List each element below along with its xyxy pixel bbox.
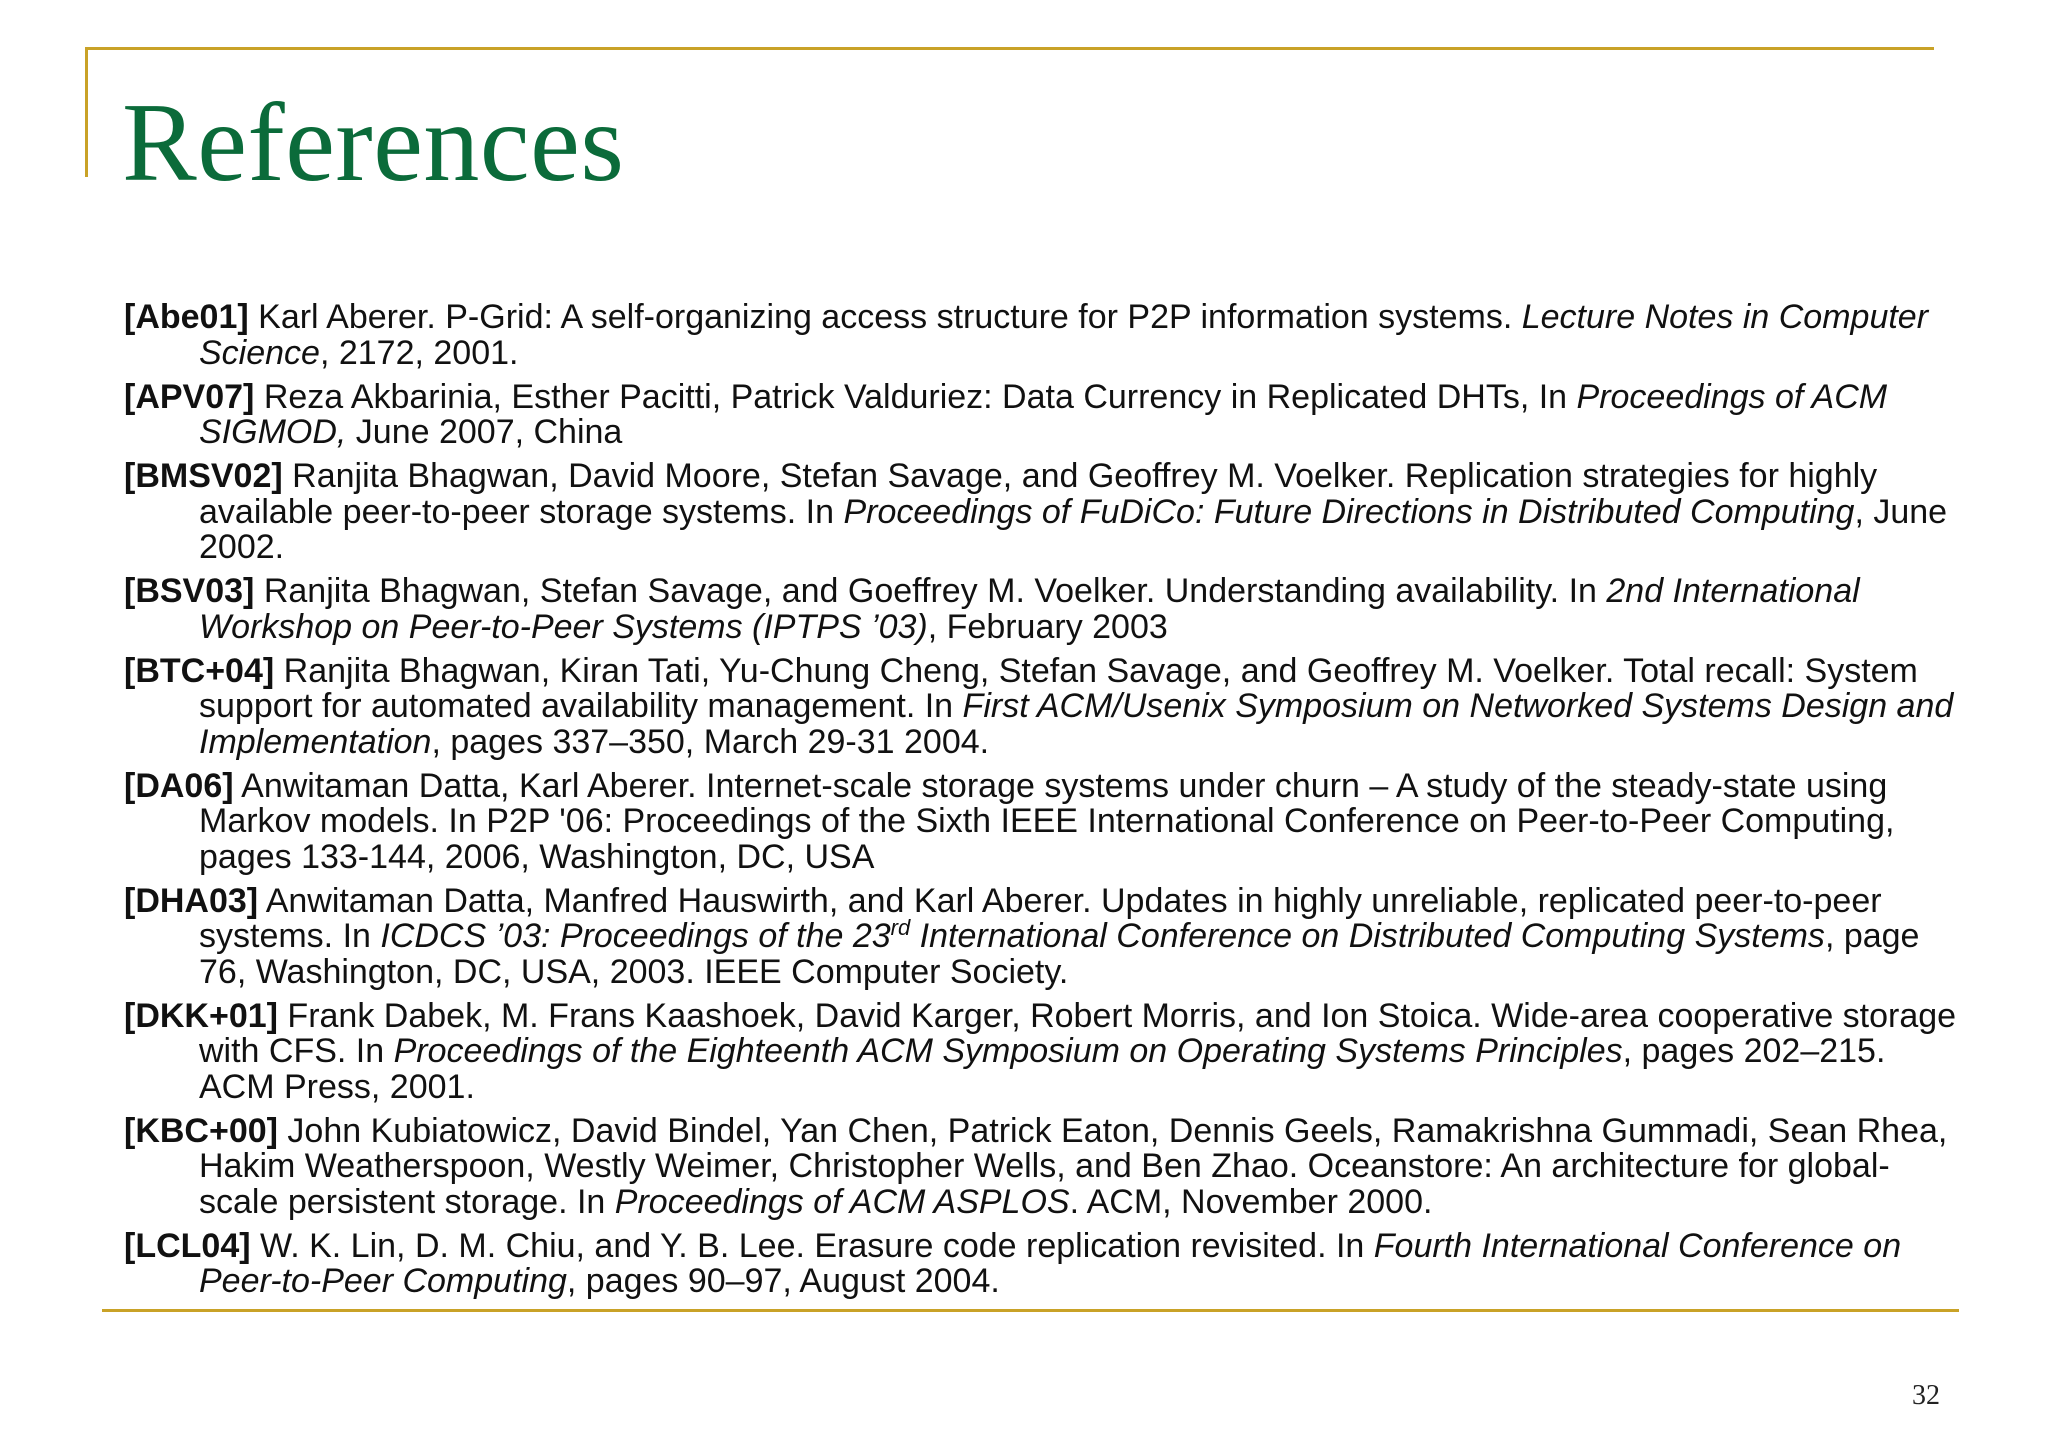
reference-key: [KBC+00] xyxy=(124,1111,278,1150)
reference-venue: 2nd International Workshop on Peer-to-Peer Systems (IPTPS ’03) xyxy=(199,572,1860,646)
reference-text: . ACM, November 2000. xyxy=(1069,1182,1433,1221)
reference-key: [BTC+04] xyxy=(124,651,275,690)
reference-text: , 2172, 2001. xyxy=(319,333,519,372)
reference-venue: Lecture Notes in Computer Science xyxy=(199,298,1929,372)
reference-text: , June 2002. xyxy=(199,492,1948,566)
reference-item xyxy=(124,996,1964,1106)
reference-venue: International Conference on Distributed Computing Systems xyxy=(910,917,1825,955)
reference-item xyxy=(124,377,1964,451)
reference-item xyxy=(124,651,1964,761)
reference-text: Ranjita Bhagwan, Stefan Savage, and Goeffrey M. Voelker. Understanding availability. In xyxy=(254,572,1607,610)
reference-item xyxy=(124,300,1964,371)
top-rule xyxy=(85,47,1934,50)
reference-key: [DKK+01] xyxy=(124,996,278,1035)
reference-text: Ranjita Bhagwan, Kiran Tati, Yu-Chung Cheng, Stefan Savage, and Geoffrey M. Voelker. Total recall: System support for automated availability management. In xyxy=(199,651,1918,725)
bottom-rule xyxy=(102,1309,1959,1312)
reference-text: , pages 337–350, March 29-31 2004. xyxy=(431,722,990,761)
reference-item xyxy=(124,766,1964,876)
reference-text: Karl Aberer. P-Grid: A self-organizing access structure for P2P information systems. xyxy=(248,298,1522,336)
ordinal-superscript: rd xyxy=(890,915,911,940)
reference-text: , page 76, Washington, DC, USA, 2003. IEEE Computer Society. xyxy=(199,917,1920,991)
reference-item xyxy=(124,1111,1964,1221)
reference-text: W. K. Lin, D. M. Chiu, and Y. B. Lee. Erasure code replication revisited. In xyxy=(250,1226,1374,1265)
reference-key: [Abe01] xyxy=(124,298,249,336)
reference-text: June 2007, China xyxy=(346,413,623,451)
reference-text: Anwitaman Datta, Karl Aberer. Internet-scale storage systems under churn – A study of the steady-state using Markov models. In P2P '06: Proceedings of the Sixth IEEE International Conference on Peer-to-Peer Computing, pages 133-144, 2006, Washington, DC, USA xyxy=(199,766,1895,876)
reference-key: [APV07] xyxy=(124,377,255,416)
reference-list xyxy=(124,300,1964,1308)
reference-item xyxy=(124,1226,1964,1300)
reference-venue: Proceedings of ACM SIGMOD, xyxy=(199,377,1888,451)
left-rule xyxy=(85,47,88,177)
reference-text: John Kubiatowicz, David Bindel, Yan Chen, Patrick Eaton, Dennis Geels, Ramakrishna Gummadi, Sean Rhea, Hakim Weatherspoon, Westly Weimer, Christopher Wells, and Ben Zhao. Oceanstore: An architecture for global-scale persistent storage. In xyxy=(199,1111,1948,1221)
reference-key: [LCL04] xyxy=(124,1226,251,1265)
slide-title: References xyxy=(122,81,625,205)
reference-venue: Fourth International Conference on Peer-to-Peer Computing xyxy=(199,1226,1902,1300)
reference-venue: First ACM/Usenix Symposium on Networked Systems Design and Implementation xyxy=(199,687,1954,761)
reference-venue: Proceedings of FuDiCo: Future Directions in Distributed Computing xyxy=(843,492,1855,531)
reference-text: Ranjita Bhagwan, David Moore, Stefan Savage, and Geoffrey M. Voelker. Replication strategies for highly available peer-to-peer storage systems. In xyxy=(199,457,1878,531)
reference-venue: Proceedings of the Eighteenth ACM Symposium on Operating Systems Principles xyxy=(393,1032,1623,1070)
reference-key: [BMSV02] xyxy=(124,457,283,495)
reference-item xyxy=(124,459,1964,566)
reference-text: Reza Akbarinia, Esther Pacitti, Patrick Valduriez: Data Currency in Replicated DHTs, In xyxy=(254,377,1577,416)
reference-venue: Proceedings of ACM ASPLOS xyxy=(614,1182,1070,1221)
reference-key: [DHA03] xyxy=(124,881,259,920)
reference-item xyxy=(124,574,1964,645)
reference-key: [DA06] xyxy=(124,766,234,805)
page-number: 32 xyxy=(1912,1380,1940,1411)
reference-text: Anwitaman Datta, Manfred Hauswirth, and Karl Aberer. Updates in highly unreliable, replicated peer-to-peer systems. In xyxy=(199,881,1882,955)
reference-venue: ICDCS ’03: Proceedings of the 23 xyxy=(380,917,891,955)
reference-item xyxy=(124,881,1964,991)
reference-text: , February 2003 xyxy=(927,607,1168,646)
reference-text: , pages 202–215. ACM Press, 2001. xyxy=(199,1032,1886,1106)
reference-text: Frank Dabek, M. Frans Kaashoek, David Karger, Robert Morris, and Ion Stoica. Wide-area cooperative storage with CFS. In xyxy=(199,996,1957,1070)
reference-text: , pages 90–97, August 2004. xyxy=(566,1262,1000,1300)
reference-key: [BSV03] xyxy=(124,572,255,610)
